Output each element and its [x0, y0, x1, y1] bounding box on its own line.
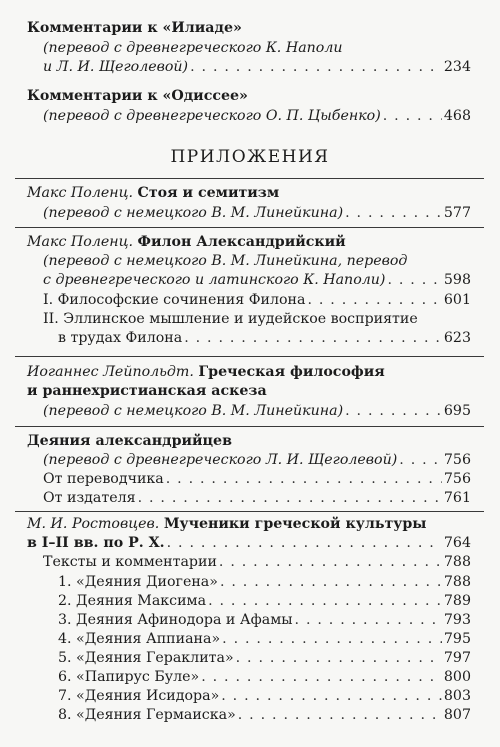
toc-row — [43, 402, 471, 420]
entry-translator: (перевод с немецкого В. М. Линейкина) — [43, 205, 344, 221]
leader-dots — [295, 611, 442, 629]
item-label: 8. «Деяния Гермаиска» — [58, 707, 236, 723]
page-number: 623 — [443, 330, 471, 346]
entry-heading — [27, 363, 385, 381]
list-item — [58, 592, 471, 610]
toc-row — [43, 107, 471, 125]
divider — [15, 178, 484, 179]
item-label: 1. «Деяния Диогена» — [58, 574, 218, 590]
entry-heading — [27, 184, 279, 202]
item-label: 4. «Деяния Аппиана» — [58, 631, 221, 647]
leader-dots — [166, 470, 442, 488]
entry-title: в I–II вв. по Р. Х. — [27, 535, 165, 551]
entry-translator: (перевод с немецкого В. М. Линейкина) — [43, 403, 344, 419]
entry-title: Стоя и семитизм — [137, 185, 280, 201]
page-number: 807 — [443, 707, 471, 723]
toc-row — [43, 553, 471, 571]
page-number: 234 — [443, 59, 471, 75]
entry-translator: с древнегреческого и латинского К. Наполи) — [43, 272, 386, 288]
entry-heading — [27, 515, 426, 533]
leader-dots — [399, 451, 442, 469]
toc-row — [43, 58, 471, 76]
list-item — [58, 611, 471, 629]
page-number: 788 — [443, 574, 471, 590]
subsection-title: От переводчика — [43, 471, 164, 487]
leader-dots — [387, 271, 441, 289]
item-label: 3. Деяния Афинодора и Афамы — [58, 612, 293, 628]
leader-dots — [221, 687, 442, 705]
section-heading: ПРИЛОЖЕНИЯ — [170, 147, 330, 167]
page-number: 797 — [443, 650, 471, 666]
entry-author: Макс Поленц. — [27, 185, 134, 201]
item-label: 5. «Деяния Гераклита» — [58, 650, 234, 666]
toc-row — [43, 204, 471, 222]
toc-row — [43, 489, 471, 507]
page-number: 577 — [443, 205, 471, 221]
subsection-title: Тексты и комментарии — [43, 554, 217, 570]
leader-dots — [238, 706, 442, 724]
entry-title: Комментарии к «Одиссее» — [27, 88, 248, 104]
page-number: 789 — [443, 593, 471, 609]
entry-title: и раннехристианская аскеза — [27, 383, 267, 399]
page-number: 793 — [443, 612, 471, 628]
divider — [15, 356, 484, 357]
entry-heading — [27, 233, 346, 251]
page-number: 788 — [443, 554, 471, 570]
divider — [15, 426, 484, 427]
toc-row — [43, 470, 471, 488]
entry-author: Иоганнес Лейпольдт. — [27, 364, 194, 380]
subsection-title: От издателя — [43, 490, 136, 506]
leader-dots — [190, 58, 442, 76]
toc-row — [43, 291, 471, 309]
page-number: 795 — [443, 631, 471, 647]
entry-title: Греческая философия — [198, 364, 385, 380]
leader-dots — [167, 534, 442, 552]
page-number: 803 — [443, 688, 471, 704]
list-item — [58, 668, 471, 686]
list-item — [58, 630, 471, 648]
subsection-title: I. Философские сочинения Филона — [43, 292, 306, 308]
divider — [15, 227, 484, 228]
leader-dots — [184, 329, 442, 347]
leader-dots — [236, 649, 442, 667]
entry-title: Мученики греческой культуры — [163, 516, 427, 532]
item-label: 7. «Деяния Исидора» — [58, 688, 220, 704]
toc-row — [43, 451, 471, 469]
toc-row — [58, 329, 471, 347]
entry-translator: (перевод с древнегреческого О. П. Цыбенко) — [43, 108, 381, 124]
leader-dots — [220, 573, 442, 591]
entry-author: Макс Поленц. — [27, 234, 134, 250]
leader-dots — [345, 402, 442, 420]
entry-translator: (перевод с немецкого В. М. Линейкина, перевод — [43, 253, 408, 269]
entry-title: Комментарии к «Илиаде» — [27, 20, 242, 36]
toc-row — [43, 271, 471, 289]
list-item — [58, 649, 471, 667]
divider — [15, 511, 484, 512]
subsection-title: в трудах Филона — [58, 330, 183, 346]
page-number: 756 — [443, 471, 471, 487]
toc-row — [27, 534, 471, 552]
list-item — [58, 573, 471, 591]
entry-translator: (перевод с древнегреческого Л. И. Щеголевой) — [43, 452, 398, 468]
leader-dots — [345, 204, 442, 222]
leader-dots — [222, 630, 442, 648]
page-number: 695 — [443, 403, 471, 419]
entry-title: Деяния александрийцев — [27, 433, 232, 449]
page-number: 756 — [443, 452, 471, 468]
leader-dots — [208, 592, 442, 610]
page-number: 800 — [443, 669, 471, 685]
subsection-title: II. Эллинское мышление и иудейское восприятие — [43, 311, 418, 327]
page-number: 598 — [443, 272, 471, 288]
entry-title: Филон Александрийский — [137, 234, 346, 250]
item-label: 6. «Папирус Буле» — [58, 669, 200, 685]
entry-translator: и Л. И. Щеголевой) — [43, 59, 189, 75]
page-number: 601 — [443, 292, 471, 308]
entry-translator: (перевод с древнегреческого К. Наполи — [43, 40, 343, 56]
leader-dots — [201, 668, 442, 686]
page-number: 764 — [443, 535, 471, 551]
page-number: 761 — [443, 490, 471, 506]
leader-dots — [219, 553, 442, 571]
item-label: 2. Деяния Максима — [58, 593, 207, 609]
list-item — [58, 687, 471, 705]
leader-dots — [307, 291, 441, 309]
leader-dots — [138, 489, 442, 507]
list-item — [58, 706, 471, 724]
entry-author: М. И. Ростовцев. — [27, 516, 160, 532]
page-number: 468 — [443, 108, 471, 124]
leader-dots — [383, 107, 442, 125]
